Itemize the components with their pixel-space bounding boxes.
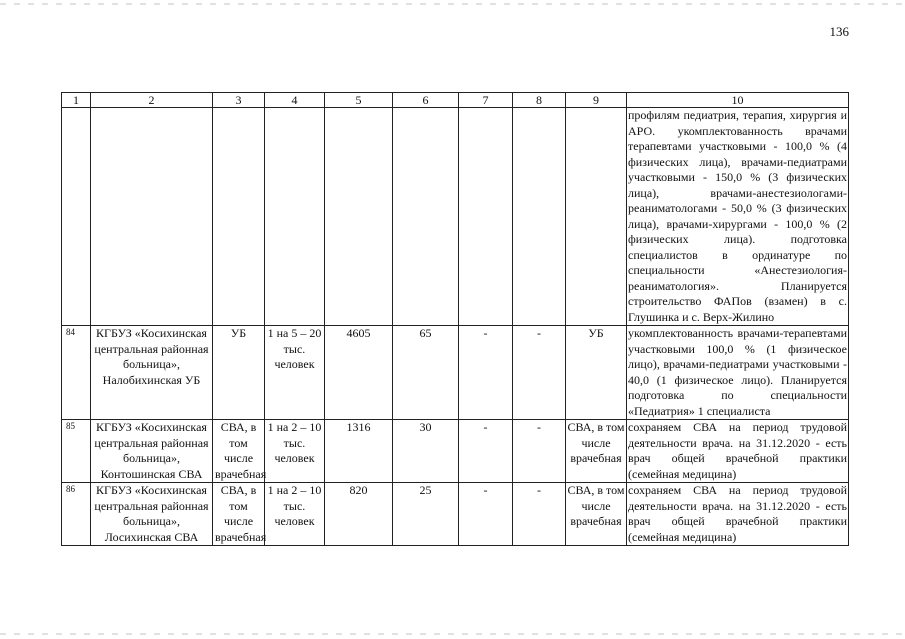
distance-cell: 65: [393, 326, 459, 420]
table-cell: -: [513, 420, 566, 483]
column-number-row: [62, 93, 849, 108]
row-number: 84: [62, 326, 91, 420]
table-cell: [325, 108, 393, 326]
table-cell: [62, 108, 91, 326]
type-cell: СВА, в том числе врачебная: [213, 483, 265, 546]
medical-facilities-table: [61, 92, 849, 546]
table-cell: [213, 108, 265, 326]
column-header: 8: [513, 93, 566, 108]
page-number: 136: [829, 24, 849, 39]
table-row-continuation: [62, 108, 849, 326]
type-cell: СВА, в том числе врачебная: [213, 420, 265, 483]
norm-cell: 1 на 2 – 10 тыс. человек: [265, 483, 325, 546]
table-row: [62, 483, 849, 546]
column-header: 2: [91, 93, 213, 108]
table-cell: [91, 108, 213, 326]
distance-cell: 25: [393, 483, 459, 546]
table-cell: [566, 108, 627, 326]
table-cell: -: [459, 326, 513, 420]
table-row: [62, 326, 849, 420]
planned-type-cell: СВА, в том числе врачебная: [566, 483, 627, 546]
column-header: 9: [566, 93, 627, 108]
scan-edge-bottom: [0, 633, 905, 635]
table-row: [62, 420, 849, 483]
row-number: 85: [62, 420, 91, 483]
note-cell: укомплектованность врачами-терапевтами участковыми 100,0 % (1 физическое лицо), врачами-педиатрами участковыми - 40,0 (1 физическое лицо). Планируется подготовка по специальности «Педиатрия» 1 специалиста: [628, 326, 847, 418]
column-header: 10: [627, 93, 849, 108]
row-number: 86: [62, 483, 91, 546]
table-cell: -: [459, 483, 513, 546]
table-cell: [459, 108, 513, 326]
column-header: 6: [393, 93, 459, 108]
table-cell: [393, 108, 459, 326]
population-cell: 820: [325, 483, 393, 546]
table-cell: -: [513, 483, 566, 546]
table-cell: -: [459, 420, 513, 483]
note-cell: сохраняем СВА на период трудовой деятельности врача. на 31.12.2020 - есть врач общей врачебной практики (семейная медицина): [628, 483, 847, 544]
column-header: 5: [325, 93, 393, 108]
column-header: 3: [213, 93, 265, 108]
table-cell: -: [513, 326, 566, 420]
column-header: 1: [62, 93, 91, 108]
planned-type-cell: СВА, в том числе врачебная: [566, 420, 627, 483]
column-header: 7: [459, 93, 513, 108]
organization-cell: КГБУЗ «Косихинская центральная районная больница», Налобихинская УБ: [91, 326, 213, 420]
norm-cell: 1 на 2 – 10 тыс. человек: [265, 420, 325, 483]
note-cell: сохраняем СВА на период трудовой деятельности врача. на 31.12.2020 - есть врач общей врачебной практики (семейная медицина): [628, 420, 847, 481]
planned-type-cell: УБ: [566, 326, 627, 420]
scan-edge-top: [0, 3, 905, 5]
distance-cell: 30: [393, 420, 459, 483]
organization-cell: КГБУЗ «Косихинская центральная районная больница», Лосихинская СВА: [91, 483, 213, 546]
norm-cell: 1 на 5 – 20 тыс. человек: [265, 326, 325, 420]
table-cell: [265, 108, 325, 326]
note-cell: профилям педиатрия, терапия, хирургия и АРО. укомплектованность врачами терапевтами участковыми - 100,0 % (4 физических лица), врачами-педиатрами участковыми - 150,0 % (3 физических лица), врачами-анестезиологами-реаниматологами - 50,0 % (3 физических лица), врачами-хирургами - 100,0 % (2 физических лица). подготовка специалистов в ординатуре по специальности «Анестезиология-реаниматология». Планируется строительство ФАПов (взамен) в с. Глушинка и с. Верх-Жилино: [628, 108, 847, 324]
population-cell: 4605: [325, 326, 393, 420]
organization-cell: КГБУЗ «Косихинская центральная районная больница», Контошинская СВА: [91, 420, 213, 483]
table-cell: [513, 108, 566, 326]
population-cell: 1316: [325, 420, 393, 483]
column-header: 4: [265, 93, 325, 108]
type-cell: УБ: [213, 326, 265, 420]
